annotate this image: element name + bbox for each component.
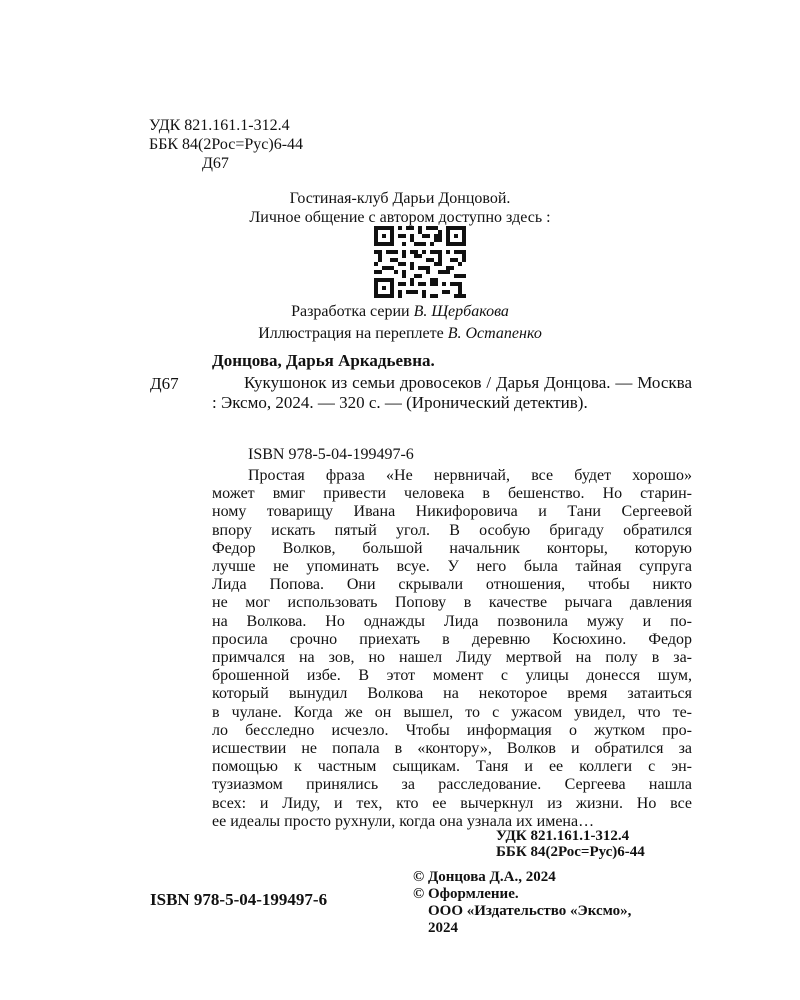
copyright-publisher: ООО «Издательство «Эксмо», [428, 903, 632, 919]
annotation-line: который вынудил Волкова на некоторое время затаиться [212, 685, 692, 703]
udk-code-top: УДК 821.161.1-312.4 [149, 117, 290, 134]
annotation-line: на Волкова. Но однажды Лида позвонила мужу и по- [212, 612, 692, 630]
series-credit-label: Разработка серии [291, 303, 414, 320]
annotation-line: Простая фраза «Не нервничай, все будет хорошо» [248, 467, 692, 484]
annotation-line: в чулане. Когда же он вышел, то с ужасом увидел, что те- [212, 703, 692, 721]
illustration-credit [150, 324, 650, 343]
annotation-line: ло бесследно исчезло. Чтобы информация о жутком про- [212, 721, 692, 739]
catalog-author-mark: Д67 [150, 374, 179, 393]
bbk-code-bottom: ББК 84(2Рос=Рус)6-44 [496, 844, 645, 860]
guest-club-subtitle: Личное общение с автором доступно здесь : [249, 209, 551, 226]
annotation-line: лучше не упоминать всуе. У него была тайная супруга [212, 558, 692, 576]
bbk-code-top: ББК 84(2Рос=Рус)6-44 [149, 136, 304, 153]
annotation-line: не мог использовать Попову в качестве рычага давления [212, 594, 692, 612]
annotation-line: просила срочно приехать в деревню Косюхино. Федор [212, 630, 692, 648]
illustration-credit-label: Иллюстрация на переплете [258, 325, 448, 342]
copyright-author: © Донцова Д.А., 2024 [413, 869, 556, 885]
annotation-line: Федор Волков, большой начальник конторы, которую [212, 539, 692, 557]
annotation-line: ному товарищу Ивана Никифоровича и Тани Сергеевой [212, 503, 692, 521]
author-heading: Донцова, Дарья Аркадьевна. [212, 351, 435, 370]
annotation-line: Лида Попова. Они скрывали отношения, чтобы никто [212, 576, 692, 594]
annotation-line: помощью к частным сыщикам. Таня и ее коллеги с эн- [212, 758, 692, 776]
udk-code-bottom: УДК 821.161.1-312.4 [496, 828, 630, 844]
annotation-line: брошенной избе. В этот момент с улицы донесся шум, [212, 667, 692, 685]
catalog-entry: Кукушонок из семьи дровосеков / Дарья Донцова. — Москва : Эксмо, 2024. — 320 с. — (Иронический детектив). [212, 373, 692, 412]
isbn-bottom: ISBN 978-5-04-199497-6 [150, 890, 328, 909]
annotation-line: ее идеалы просто рухнули, когда она узнала их имена… [212, 812, 595, 830]
guest-club-title: Гостиная-клуб Дарьи Донцовой. [289, 190, 511, 207]
annotation-line: всех: и Лиду, и тех, кто ее вычеркнул из жизни. Но все [212, 794, 692, 812]
annotation-line: может вмиг привести человека в бешенство. Но старин- [212, 485, 692, 503]
annotation-line: исшествии не попала в «контору», Волков и обратился за [212, 740, 692, 758]
series-credit-name: В. Щербакова [413, 303, 509, 320]
series-credit [150, 302, 650, 321]
qr-code-icon[interactable] [374, 226, 466, 298]
annotation-line: впору искать пятый угол. В особую бригаду обратился [212, 521, 692, 539]
copyright-design: © Оформление. [413, 886, 519, 902]
annotation [212, 467, 692, 831]
illustration-credit-name: В. Остапенко [447, 325, 542, 342]
author-mark-top: Д67 [202, 155, 229, 172]
copyright-year: 2024 [428, 920, 458, 936]
annotation-line: тузиазмом принялись за расследование. Сергеева нашла [212, 776, 692, 794]
isbn-entry: ISBN 978-5-04-199497-6 [248, 446, 414, 463]
annotation-line: примчался на зов, но нашел Лиду мертвой на полу в за- [212, 649, 692, 667]
